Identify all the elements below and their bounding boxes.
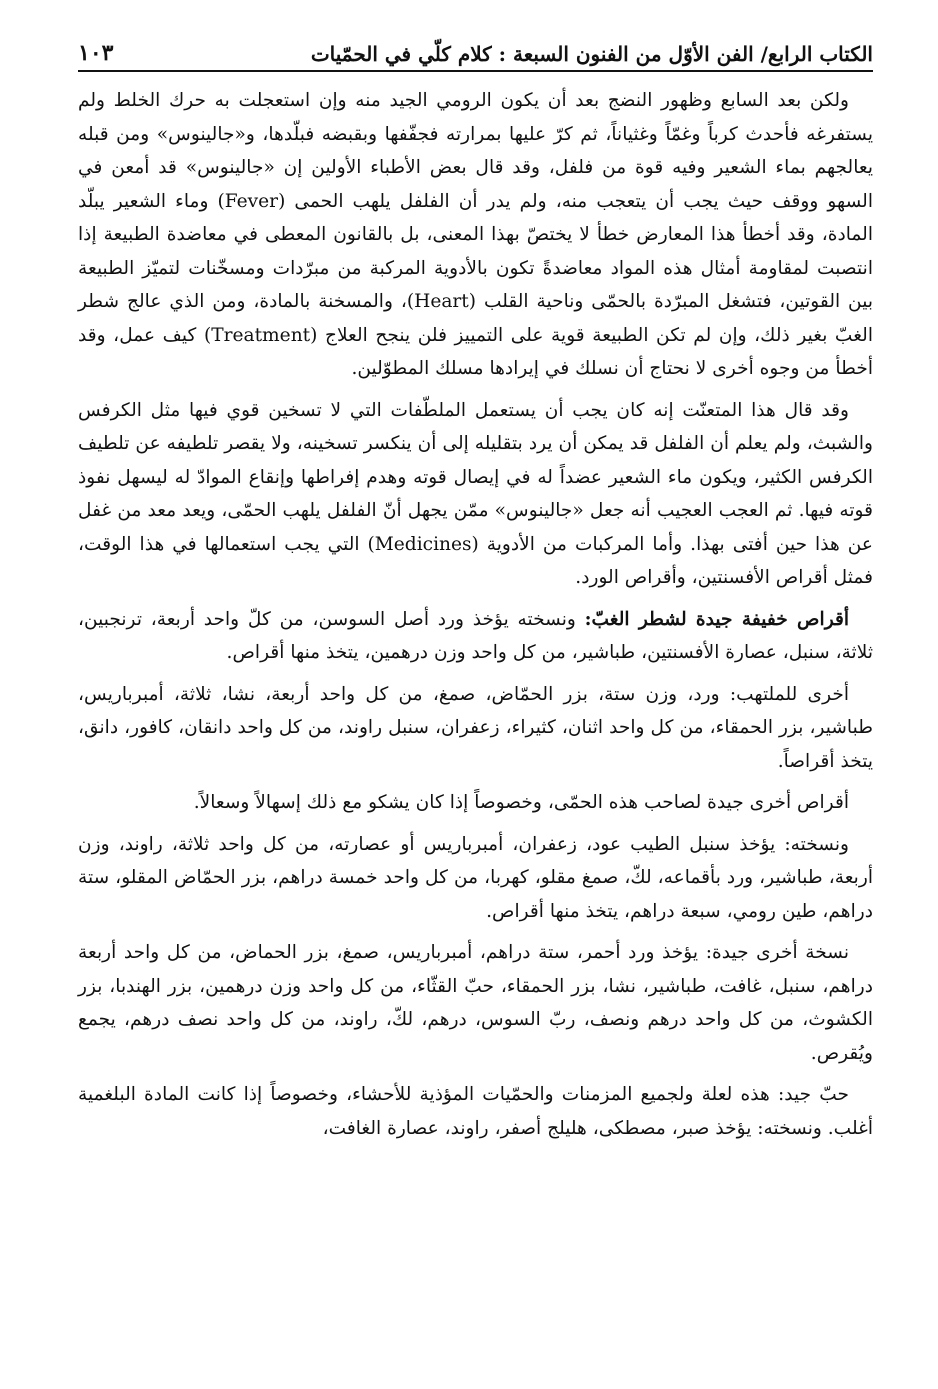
paragraph: [78, 84, 873, 386]
book-page: [78, 26, 873, 1366]
paragraph: [78, 678, 873, 779]
paragraph: [78, 1078, 873, 1145]
paragraph-text: أقراص أخرى جيدة لصاحب هذه الحمّى، وخصوصاً إذا كان يشكو مع ذلك إسهالاً وسعالاً.: [193, 792, 849, 813]
page-header: [78, 26, 873, 72]
paragraph-text: أخرى للملتهب: ورد، وزن ستة، بزر الحمّاض، صمغ، من كل واحد أربعة، نشا، ثلاثة، أمبرباريس، طباشير، بزر الحمقاء، من كل واحد اثنان، كثيراء، زعفران، سنبل راوند، من كل واحد دانقان، كافور، دانق، يتخذ أقراصاً.: [78, 683, 873, 772]
paragraph: [78, 786, 873, 820]
paragraph-text: ولكن بعد السابع وظهور النضج بعد أن يكون الرومي الجيد منه وإن استعجلت به حرك الخلط ولم يستفرغه فأحدث كرباً وغمّاً وغثياناً، ثم كرّ عليها بمرارته فجفّفها وبقبضه فبلّدها، و«جالينوس» ومن قبله يعالجهم بماء الشعير وفيه قوة من فلفل، وقد قال بعض الأطباء الأولين إن «جالينوس» قد أمعن في السهو ووقف حيث يجب أن يتعجب منه، ولم يدر أن الفلفل يلهب الحمى (Fever) وماء الشعير يبلّد المادة، وقد أخطأ هذا المعارض خطأ لا يختصّ بهذا المعنى، بل بالقانون المعطى في معاضدة الطبيعة إذا انتصبت لمقاومة أمثال هذه المواد معاضدةً تكون بالأدوية المركبة من مبرّدات ومسخّنات لتميّز الطبيعة بين القوتين، فتشغل المبرّدة بالحمّى وناحية القلب (Heart)، والمسخنة بالمادة، ومن الذي عالج شطر الغبّ بغير ذلك، وإن لم تكن الطبيعة قوية على التمييز فلن ينجح العلاج (Treatment) كيف عمل، وقد أخطأ من وجوه أخرى لا نحتاج أن نسلك في إيرادها مسلك المطوّلين.: [78, 90, 873, 379]
paragraph: [78, 828, 873, 929]
paragraph: [78, 936, 873, 1070]
paragraph: [78, 394, 873, 595]
paragraph-text: وقد قال هذا المتعنّت إنه كان يجب أن يستعمل الملطّفات التي لا تسخين قوي فيها مثل الكرفس والشبث، ولم يعلم أن الفلفل قد يمكن أن يرد بتقليله إلى أن ينكسر تسخينه، ولا يقصر تلطيفه عن تلطيف الكرفس الكثير، ويكون ماء الشعير عضداً له في إيصال قوته وهدم إفراطها وإنقاع الموادّ له ليسهل نفوذ قوته فيها. ثم العجب العجيب أنه جعل «جالينوس» ممّن يجهل أنّ الفلفل يلهب الحمّى، ويعد معد من غفل عن هذا حين أفتى بهذا. وأما المركبات من الأدوية (Medicines) التي يجب استعمالها في هذا الوقت، فمثل أقراص الأفسنتين، وأقراص الورد.: [78, 399, 873, 588]
running-head: الكتاب الرابع/ الفن الأوّل من الفنون السبعة : كلام كلّي في الحمّيات: [310, 42, 873, 66]
paragraph-text: ونسخته: يؤخذ سنبل الطيب عود، زعفران، أمبرباريس أو عصارته، من كل واحد ثلاثة، راوند، وزن أربعة، طباشير، ورد بأقماعه، لكّ، صمغ مقلو، كهربا، من كل واحد خمسة دراهم، بزر الحمّاض المقلو، ستة دراهم، طين رومي، سبعة دراهم، يتخذ منها أقراص.: [78, 833, 873, 922]
paragraph-text: نسخة أخرى جيدة: يؤخذ ورد أحمر، ستة دراهم، أمبرباريس، صمغ، بزر الحماض، من كل واحد أربعة دراهم، سنبل، غافت، طباشير، نشا، بزر الحمقاء، حبّ القثّاء، من كل واحد وزن درهمين، بزر الهندبا، بزر الكشوث، من كل واحد درهم ونصف، ربّ السوس، درهم، لكّ، راوند، من كل واحد نصف درهم، يجمع ويُقرص.: [78, 942, 873, 1064]
paragraph-text: ونسخته يؤخذ ورد أصل السوسن، من كلّ واحد أربعة، ترنجبين، ثلاثة، سنبل، عصارة الأفسنتين، طباشير، من كل واحد وزن درهمين، يتخذ منها أقراص.: [78, 608, 873, 663]
paragraph: [78, 603, 873, 670]
recipe-heading: أقراص خفيفة جيدة لشطر الغبّ:: [584, 608, 850, 630]
body-text: [78, 84, 873, 1145]
page-number: ١٠٣: [78, 40, 114, 66]
paragraph-text: حبّ جيد: هذه لعلة ولجميع المزمنات والحمّيات المؤذية للأحشاء، وخصوصاً إذا كانت المادة البلغمية أغلب. ونسخته: يؤخذ صبر، مصطكى، هليلج أصفر، راوند، عصارة الغافت،: [78, 1084, 873, 1139]
